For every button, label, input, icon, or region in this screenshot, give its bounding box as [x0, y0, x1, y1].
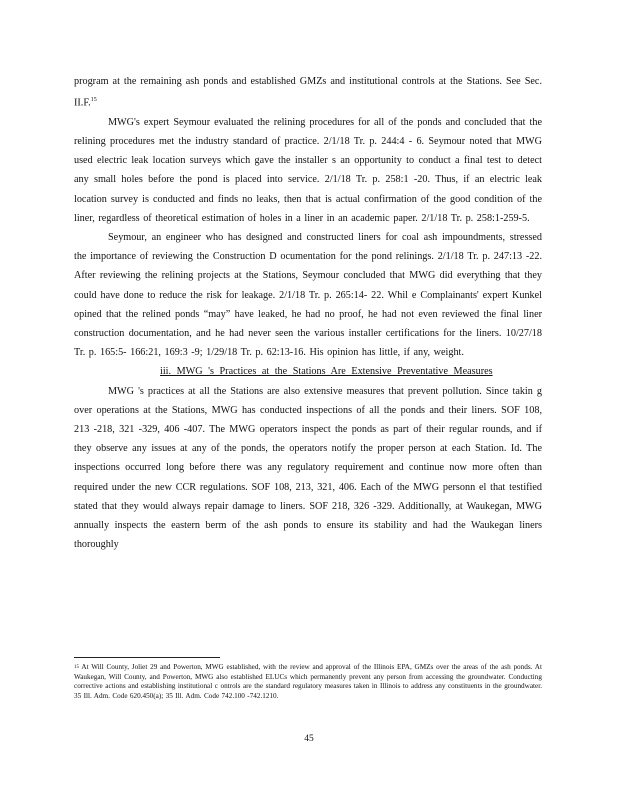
paragraph-seymour-engineer: Seymour, an engineer who has designed and constructed liners for coal ash impoundments, stressed the importance of reviewing the Construction D ocumentation for the pond relinings. 2/1/18 Tr. p. 247:13 -22. After reviewing the relining projects at the Stations, Seymour concluded that MWG did everything that they could have done to reduce the risk for leakage. 2/1/18 Tr. p. 265:14- 22. Whil e Complainants' expert Kunkel opined that the relined ponds “may” have leaked, he had no proof, he had not even reviewed the final liner construction documentation, and he had never seen the various installer certifications for the liners. 10/27/18 Tr. p. 165:5- 166:21, 169:3 -9; 1/29/18 Tr. p. 62:13-16. His opinion has little, if any, weight.: [74, 232, 542, 359]
paragraph-practices: MWG 's practices at all the Stations are also extensive measures that prevent pollution. Since takin g over operations at the Stations, MWG has conducted inspections of all the ponds and their liners. SOF 108, 213 -218, 321 -329, 406 -407. The MWG operators inspect the ponds as part of their regular rounds, and if they observe any issues at any of the ponds, the operators notify the proper person at each Station. Id. The inspections occurred long before there was any regulatory requirement and continue now more often than required under the new CCR regulations. SOF 108, 213, 321, 406. Each of the MWG personn el that testified stated that they would always repair damage to liners. SOF 218, 326 -329. Additionally, at Waukegan, MWG annually inspects the eastern berm of the ash ponds to ensure its stability and had the Waukegan liners thoroughly: [74, 385, 542, 551]
footnote: [74, 663, 542, 701]
paragraph-continuation: [74, 72, 542, 113]
footnote-text: At Will County, Joliet 29 and Powerton, MWG established, with the review and approval of the Illinois EPA, GMZs over the areas of the ash ponds. At Waukegan, Will County, and Powerton, MWG also established ELUCs which permanently prevent any person from accessing the groundwater. Conducting corrective actions and establishing institutional c ontrols are the standard regulatory measures taken in Illinois to address any constituents in the groundwater. 35 Ill. Adm. Code 620.450(a); 35 Ill. Adm. Code 742.100 -742.1210.: [74, 663, 542, 700]
page-number: 45: [304, 734, 314, 744]
footnote-divider: [74, 657, 220, 658]
paragraph-text: program at the remaining ash ponds and established GMZs and institutional controls at the Stations. See Sec. II.F.: [74, 76, 542, 109]
footnote-reference: 15: [90, 97, 97, 104]
section-heading: iii. MWG 's Practices at the Stations Are Extensive Preventative Measures: [160, 366, 493, 378]
paragraph-seymour-evaluation: MWG's expert Seymour evaluated the relining procedures for all of the ponds and concluded that the relining procedures met the industry standard of practice. 2/1/18 Tr. p. 244:4 - 6. Seymour noted that MWG used electric leak location surveys which gave the installer s an opportunity to conduct a final test to detect any small holes before the pond is placed into service. 2/1/18 Tr. p. 258:1 -20. Thus, if an electric leak location survey is conducted and finds no leaks, then that is actual confirmation of the good condition of the liner, regardless of theoretical estimation of holes in a liner in an academic paper. 2/1/18 Tr. p. 258:1-259-5.: [74, 116, 542, 224]
footnote-number: 15: [74, 665, 79, 670]
body-text: [74, 72, 542, 554]
